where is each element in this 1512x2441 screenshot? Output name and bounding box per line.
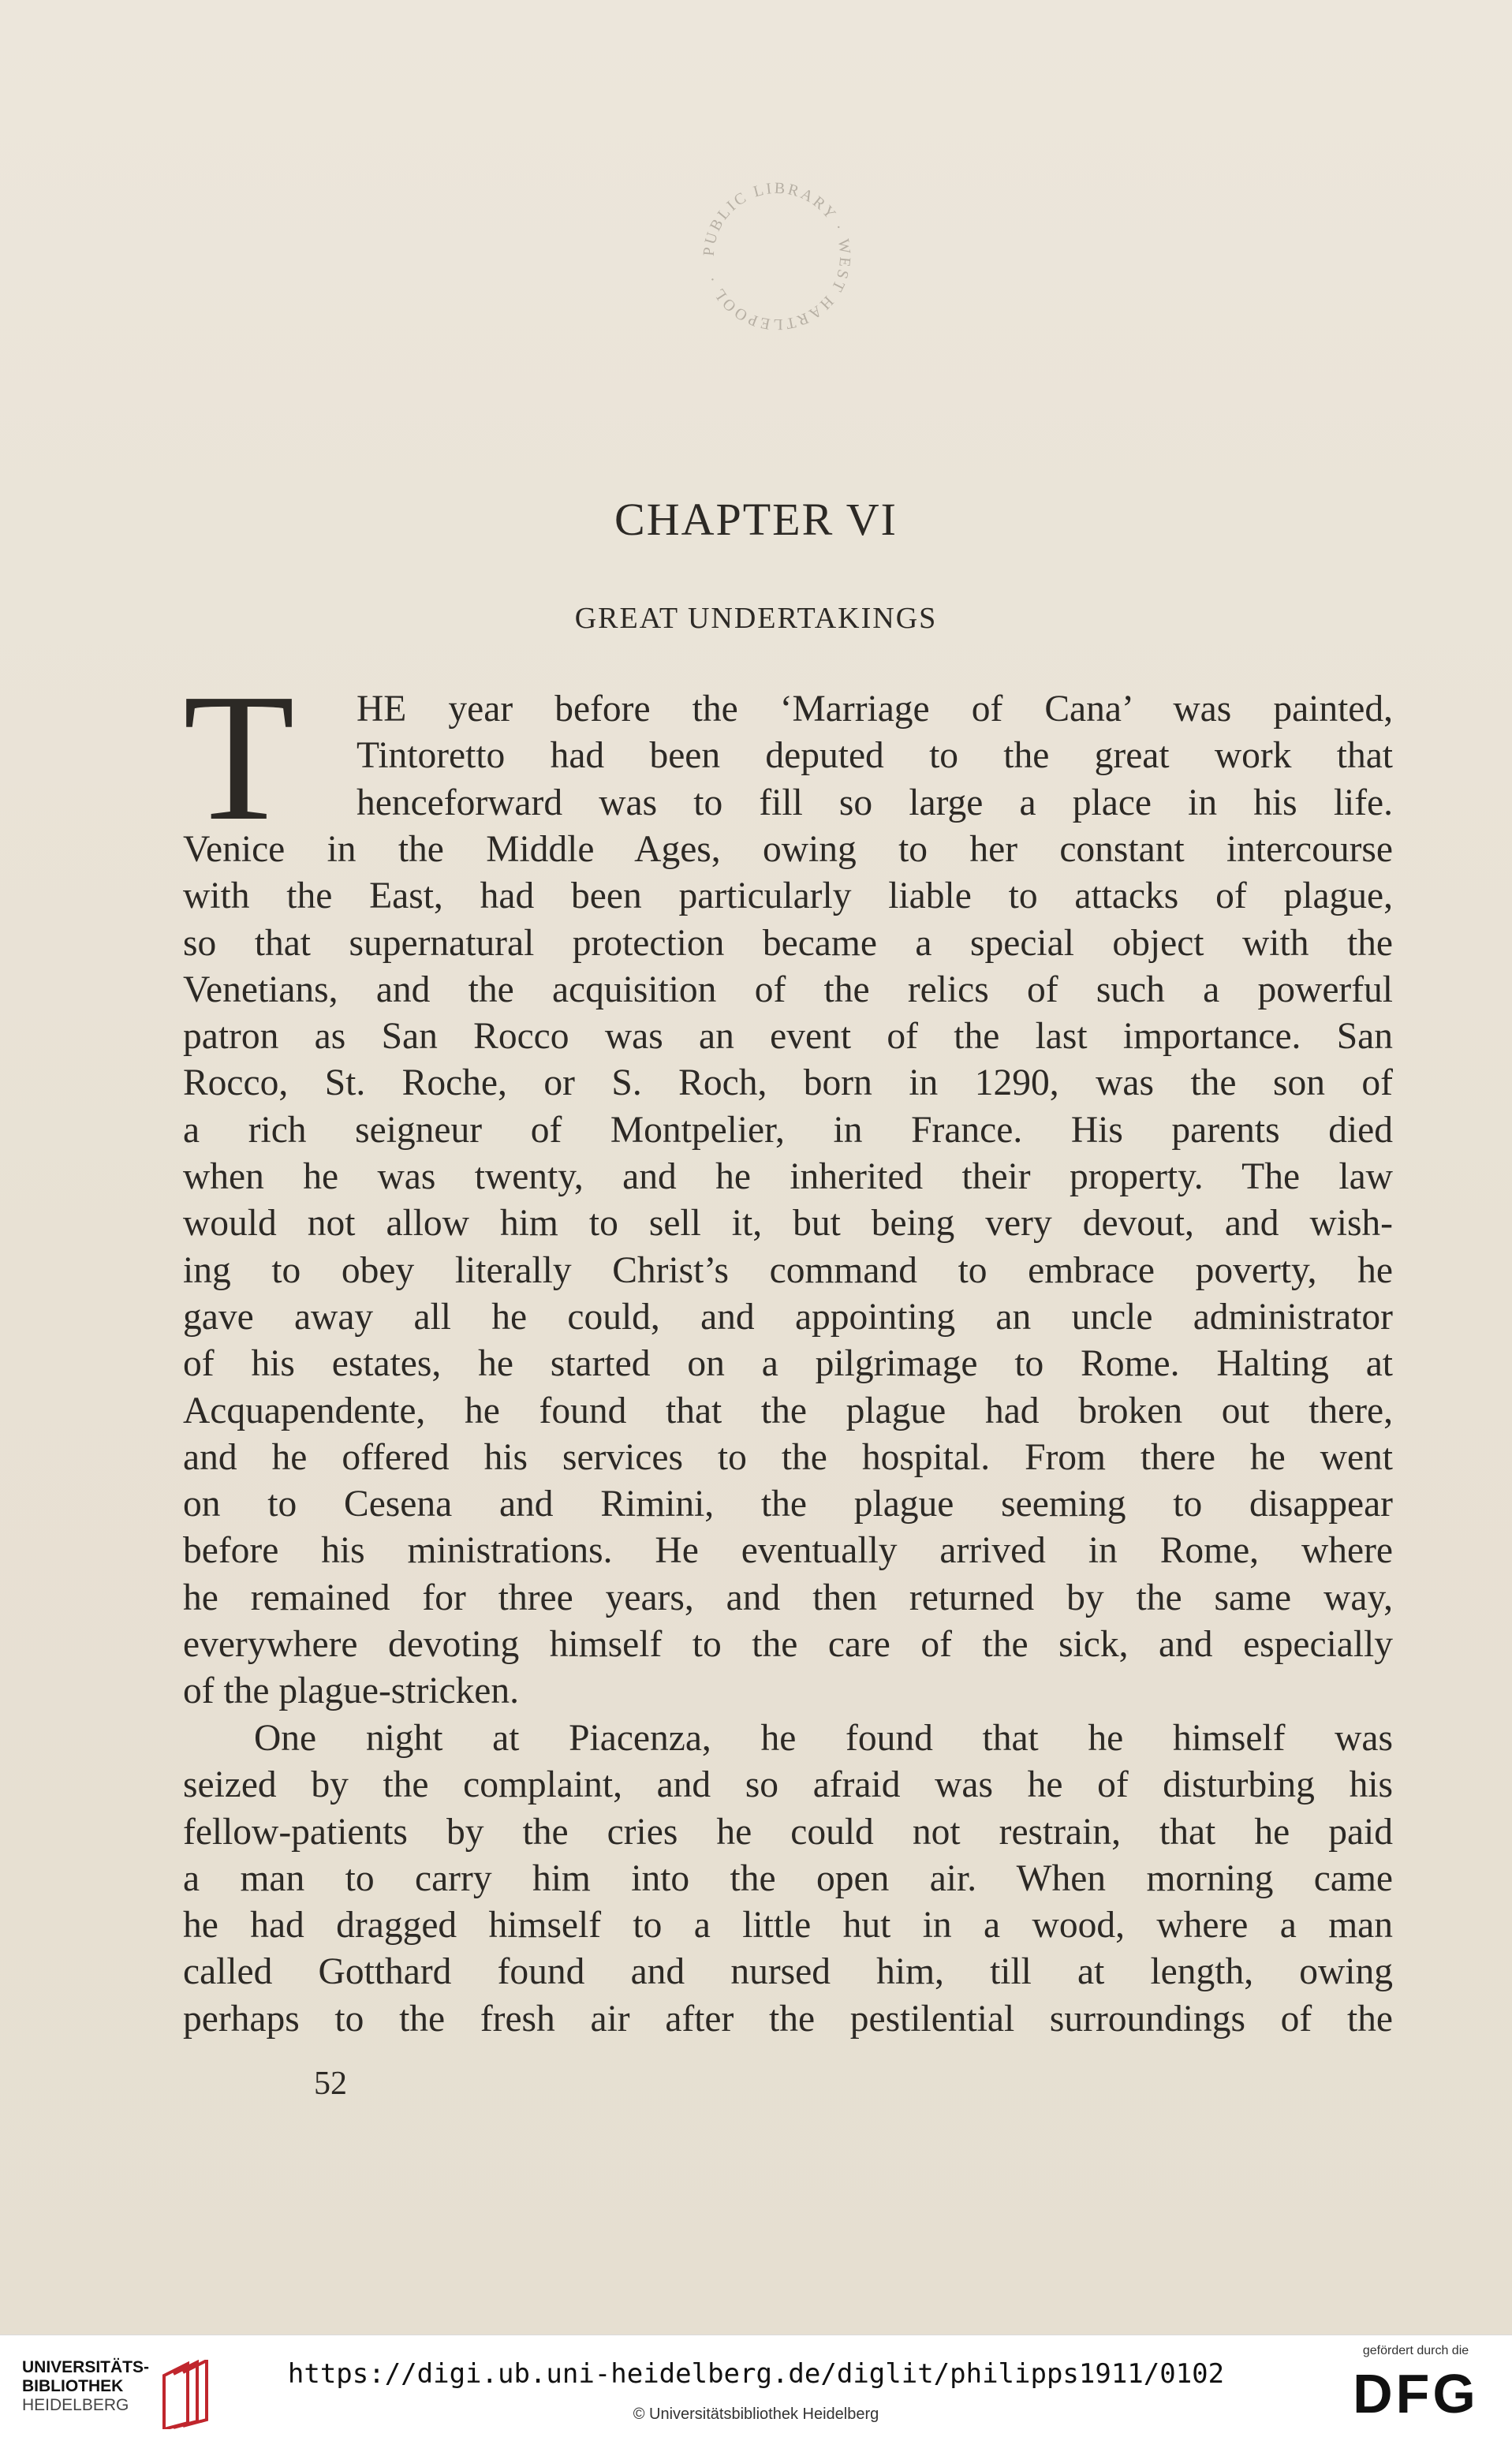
library-name-line-2: BIBLIOTHEK (22, 2377, 124, 2395)
chapter-title: GREAT UNDERTAKINGS (574, 602, 938, 635)
text-line: with the East, had been particularly liable to attacks of plague, (183, 875, 1393, 917)
text-line: Tintoretto had been deputed to the great work that (357, 735, 1393, 777)
text-line: called Gotthard found and nursed him, till at length, owing (183, 1951, 1393, 1993)
chapter-number: CHAPTER VI (614, 494, 898, 545)
text-line: ing to obey literally Christ’s command to embrace poverty, he (183, 1249, 1393, 1291)
svg-text:PUBLIC LIBRARY · WEST HARTLEPO (700, 180, 854, 333)
library-name-line-3: HEIDELBERG (22, 2396, 129, 2414)
text-line: he remained for three years, and then returned by the same way, (183, 1577, 1393, 1618)
drop-cap-lines (183, 686, 1393, 827)
library-stamp-graphic (694, 174, 860, 339)
text-line: before his ministrations. He eventually arrived in Rome, where (183, 1530, 1393, 1572)
text-line: Venetians, and the acquisition of the relics of such a powerful (183, 969, 1393, 1010)
text-line: Acquapendente, he found that the plague had broken out there, (183, 1390, 1393, 1431)
text-line: fellow-patients by the cries he could not restrain, that he paid (183, 1811, 1393, 1853)
copyright-notice: © Universitätsbibliothek Heidelberg (633, 2406, 879, 2423)
text-line: a man to carry him into the open air. When morning came (183, 1857, 1393, 1899)
text-line: of his estates, he started on a pilgrimage to Rome. Halting at (183, 1343, 1393, 1385)
text-line: of the plague-stricken. (183, 1670, 520, 1712)
text-line: so that supernatural protection became a special object with the (183, 922, 1393, 964)
text-line: HE year before the ‘Marriage of Cana’ was painted, (357, 689, 1393, 730)
text-line: patron as San Rocco was an event of the last importance. San (183, 1016, 1393, 1058)
text-line: when he was twenty, and he inherited their property. The law (183, 1156, 1393, 1198)
text-line: perhaps to the fresh air after the pestilential surroundings of the (183, 1998, 1393, 2040)
funded-by-label: gefördert durch die (1362, 2344, 1469, 2357)
library-name-line-1: UNIVERSITÄTS- (22, 2358, 150, 2376)
text-line: everywhere devoting himself to the care of the sick, and especially (183, 1624, 1393, 1666)
text-line: a rich seigneur of Montpelier, in France. His parents died (183, 1109, 1393, 1151)
library-stamp (694, 174, 860, 339)
text-line: on to Cesena and Rimini, the plague seeming to disappear (183, 1484, 1393, 1525)
text-line: Venice in the Middle Ages, owing to her constant intercourse (183, 829, 1393, 870)
text-line: he had dragged himself to a little hut in a wood, where a man (183, 1905, 1393, 1946)
text-line: henceforward was to fill so large a place in his life. (357, 782, 1393, 823)
text-line: seized by the complaint, and so afraid was he of disturbing his (183, 1764, 1393, 1806)
dfg-logo: DFG (1353, 2363, 1479, 2424)
stamp-text: PUBLIC LIBRARY · WEST HARTLEPOOL · (700, 179, 854, 334)
drop-cap: T (183, 656, 295, 859)
text-line: Rocco, St. Roche, or S. Roch, born in 1290, was the son of (183, 1062, 1393, 1104)
text-line: gave away all he could, and appointing an uncle administrator (183, 1296, 1393, 1338)
text-line: would not allow him to sell it, but being very devout, and wish- (183, 1203, 1393, 1245)
page-number: 52 (314, 2066, 347, 2102)
text-line: and he offered his services to the hospital. From there he went (183, 1436, 1393, 1478)
paragraph-2 (183, 1715, 1393, 2043)
paragraph-1 (183, 827, 1393, 1715)
text-line: One night at Piacenza, he found that he himself was (254, 1718, 1393, 1759)
permalink-url[interactable]: https://digi.ub.uni-heidelberg.de/diglit/philipps1911/0102 (287, 2358, 1225, 2390)
